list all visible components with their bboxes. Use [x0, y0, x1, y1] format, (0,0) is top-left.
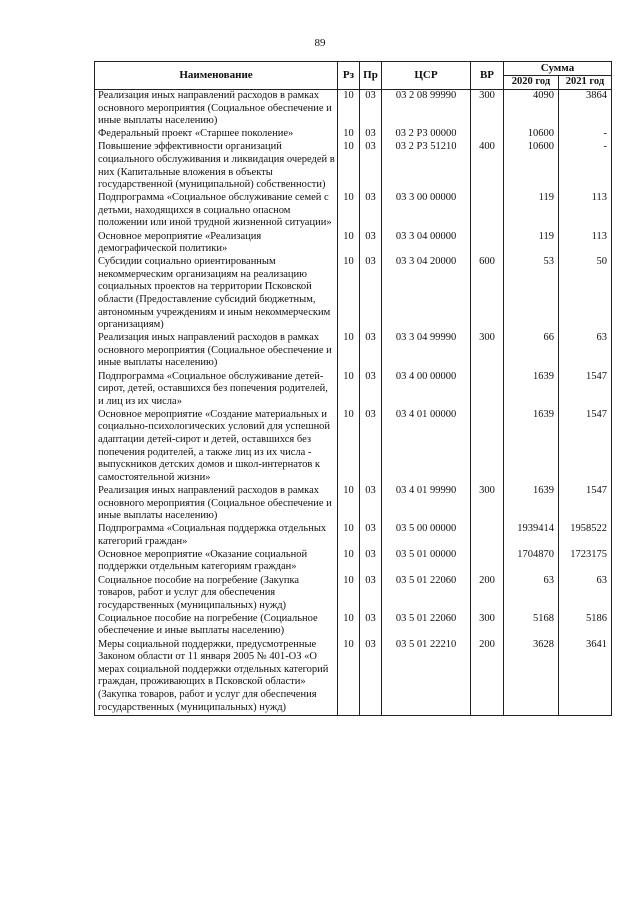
cell-sum-2021: 1723175 [559, 549, 612, 575]
cell-sum-2020: 1704870 [504, 549, 559, 575]
cell-rz: 10 [338, 371, 360, 409]
cell-name: Меры социальной поддержки, предусмотренные Законом области от 11 января 2005 № 401-ОЗ «О мерах социальной поддержки отдельных категорий граждан, проживающих в Псковской области» (Закупка товаров, работ и услуг для обеспечения государственных (муниципальных) нужд) [95, 639, 338, 716]
cell-vr: 200 [471, 639, 504, 716]
cell-rz: 10 [338, 575, 360, 613]
cell-sum-2021: 5186 [559, 613, 612, 639]
cell-vr: 600 [471, 256, 504, 332]
cell-vr [471, 128, 504, 141]
cell-sum-2020: 5168 [504, 613, 559, 639]
cell-vr: 300 [471, 485, 504, 523]
cell-rz: 10 [338, 90, 360, 129]
cell-vr [471, 371, 504, 409]
cell-rz: 10 [338, 332, 360, 370]
cell-sum-2021: - [559, 141, 612, 192]
cell-rz: 10 [338, 549, 360, 575]
cell-csr: 03 3 04 99990 [382, 332, 471, 370]
cell-pr: 03 [360, 371, 382, 409]
cell-name: Социальное пособие на погребение (Социальное обеспечение и иные выплаты населению) [95, 613, 338, 639]
cell-name: Основное мероприятие «Реализация демографической политики» [95, 231, 338, 257]
table-row [95, 549, 612, 575]
table-body [95, 90, 612, 716]
cell-rz: 10 [338, 613, 360, 639]
cell-sum-2020: 10600 [504, 141, 559, 192]
cell-sum-2021: 63 [559, 332, 612, 370]
table-row [95, 192, 612, 230]
cell-name: Реализация иных направлений расходов в рамках основного мероприятия (Социальное обеспечение и иные выплаты населению) [95, 485, 338, 523]
table-row [95, 485, 612, 523]
table-header [95, 62, 612, 90]
cell-sum-2020: 119 [504, 192, 559, 230]
cell-pr: 03 [360, 523, 382, 549]
cell-vr [471, 409, 504, 485]
cell-rz: 10 [338, 192, 360, 230]
table-row [95, 371, 612, 409]
cell-sum-2020: 1639 [504, 409, 559, 485]
table-row [95, 231, 612, 257]
cell-csr: 03 3 04 00000 [382, 231, 471, 257]
cell-name: Реализация иных направлений расходов в рамках основного мероприятия (Социальное обеспечение и иные выплаты населению) [95, 332, 338, 370]
cell-sum-2020: 63 [504, 575, 559, 613]
cell-sum-2021: 1547 [559, 371, 612, 409]
cell-sum-2020: 4090 [504, 90, 559, 129]
table-row [95, 90, 612, 129]
cell-sum-2021: - [559, 128, 612, 141]
cell-pr: 03 [360, 90, 382, 129]
cell-vr: 300 [471, 332, 504, 370]
cell-csr: 03 5 01 22210 [382, 639, 471, 716]
cell-name: Основное мероприятие «Создание материальных и социально-психологических условий для успешной адаптации детей-сирот и детей, оставшихся без попечения родителей, а также лиц из их числа - выпускников детских домов и школ-интернатов к самостоятельной жизни» [95, 409, 338, 485]
table-row [95, 613, 612, 639]
header-sum: Сумма [504, 62, 612, 76]
cell-sum-2021: 113 [559, 192, 612, 230]
cell-rz: 10 [338, 485, 360, 523]
table-row [95, 332, 612, 370]
cell-rz: 10 [338, 256, 360, 332]
cell-pr: 03 [360, 575, 382, 613]
cell-name: Субсидии социально ориентированным некоммерческим организациям на реализацию социальных проектов на территории Псковской области (Предоставление субсидий бюджетным, автономным учреждениям и иным некоммерческим организациям) [95, 256, 338, 332]
cell-csr: 03 5 01 22060 [382, 613, 471, 639]
header-vr: ВР [471, 62, 504, 90]
header-year-2021: 2021 год [559, 76, 612, 90]
table-row [95, 141, 612, 192]
cell-name: Основное мероприятие «Оказание социальной поддержки отдельным категориям граждан» [95, 549, 338, 575]
cell-pr: 03 [360, 485, 382, 523]
cell-rz: 10 [338, 639, 360, 716]
cell-rz: 10 [338, 523, 360, 549]
header-rz: Рз [338, 62, 360, 90]
cell-vr [471, 231, 504, 257]
cell-sum-2020: 66 [504, 332, 559, 370]
cell-rz: 10 [338, 128, 360, 141]
cell-csr: 03 2 P3 00000 [382, 128, 471, 141]
cell-pr: 03 [360, 256, 382, 332]
cell-sum-2020: 1939414 [504, 523, 559, 549]
cell-pr: 03 [360, 549, 382, 575]
table-row [95, 128, 612, 141]
cell-name: Федеральный проект «Старшее поколение» [95, 128, 338, 141]
cell-sum-2021: 3641 [559, 639, 612, 716]
cell-name: Подпрограмма «Социальная поддержка отдельных категорий граждан» [95, 523, 338, 549]
cell-csr: 03 4 01 00000 [382, 409, 471, 485]
cell-sum-2021: 113 [559, 231, 612, 257]
cell-pr: 03 [360, 332, 382, 370]
cell-vr [471, 549, 504, 575]
cell-csr: 03 4 01 99990 [382, 485, 471, 523]
cell-name: Подпрограмма «Социальное обслуживание детей-сирот, детей, оставшихся без попечения родителей, и лиц из их числа» [95, 371, 338, 409]
header-pr: Пр [360, 62, 382, 90]
cell-csr: 03 2 P3 51210 [382, 141, 471, 192]
cell-csr: 03 5 01 22060 [382, 575, 471, 613]
cell-pr: 03 [360, 639, 382, 716]
cell-rz: 10 [338, 141, 360, 192]
cell-vr: 200 [471, 575, 504, 613]
cell-sum-2021: 63 [559, 575, 612, 613]
cell-vr [471, 523, 504, 549]
cell-rz: 10 [338, 409, 360, 485]
cell-pr: 03 [360, 192, 382, 230]
cell-name: Подпрограмма «Социальное обслуживание семей с детьми, находящихся в социально опасном положении или иной трудной жизненной ситуации» [95, 192, 338, 230]
cell-pr: 03 [360, 128, 382, 141]
table-row [95, 523, 612, 549]
cell-vr: 300 [471, 613, 504, 639]
cell-sum-2020: 10600 [504, 128, 559, 141]
cell-sum-2020: 1639 [504, 371, 559, 409]
table-row [95, 639, 612, 716]
cell-sum-2020: 119 [504, 231, 559, 257]
table-row [95, 256, 612, 332]
table-row [95, 409, 612, 485]
cell-vr: 400 [471, 141, 504, 192]
cell-name: Повышение эффективности организаций социального обслуживания и ликвидация очередей в них (Капитальные вложения в объекты государственной (муниципальной) собственности) [95, 141, 338, 192]
cell-csr: 03 2 08 99990 [382, 90, 471, 129]
cell-sum-2020: 53 [504, 256, 559, 332]
budget-table [94, 61, 612, 716]
header-name: Наименование [95, 62, 338, 90]
cell-sum-2021: 50 [559, 256, 612, 332]
cell-pr: 03 [360, 613, 382, 639]
header-year-2020: 2020 год [504, 76, 559, 90]
header-csr: ЦСР [382, 62, 471, 90]
cell-pr: 03 [360, 231, 382, 257]
cell-pr: 03 [360, 141, 382, 192]
cell-vr: 300 [471, 90, 504, 129]
cell-csr: 03 3 04 20000 [382, 256, 471, 332]
cell-csr: 03 4 00 00000 [382, 371, 471, 409]
cell-rz: 10 [338, 231, 360, 257]
cell-sum-2021: 1958522 [559, 523, 612, 549]
cell-vr [471, 192, 504, 230]
cell-sum-2021: 1547 [559, 409, 612, 485]
table-row [95, 575, 612, 613]
cell-csr: 03 5 00 00000 [382, 523, 471, 549]
cell-name: Социальное пособие на погребение (Закупка товаров, работ и услуг для обеспечения государственных (муниципальных) нужд) [95, 575, 338, 613]
cell-csr: 03 5 01 00000 [382, 549, 471, 575]
cell-sum-2021: 1547 [559, 485, 612, 523]
cell-name: Реализация иных направлений расходов в рамках основного мероприятия (Социальное обеспечение и иные выплаты населению) [95, 90, 338, 129]
page-number: 89 [314, 37, 326, 49]
cell-sum-2020: 3628 [504, 639, 559, 716]
cell-csr: 03 3 00 00000 [382, 192, 471, 230]
cell-pr: 03 [360, 409, 382, 485]
cell-sum-2020: 1639 [504, 485, 559, 523]
cell-sum-2021: 3864 [559, 90, 612, 129]
